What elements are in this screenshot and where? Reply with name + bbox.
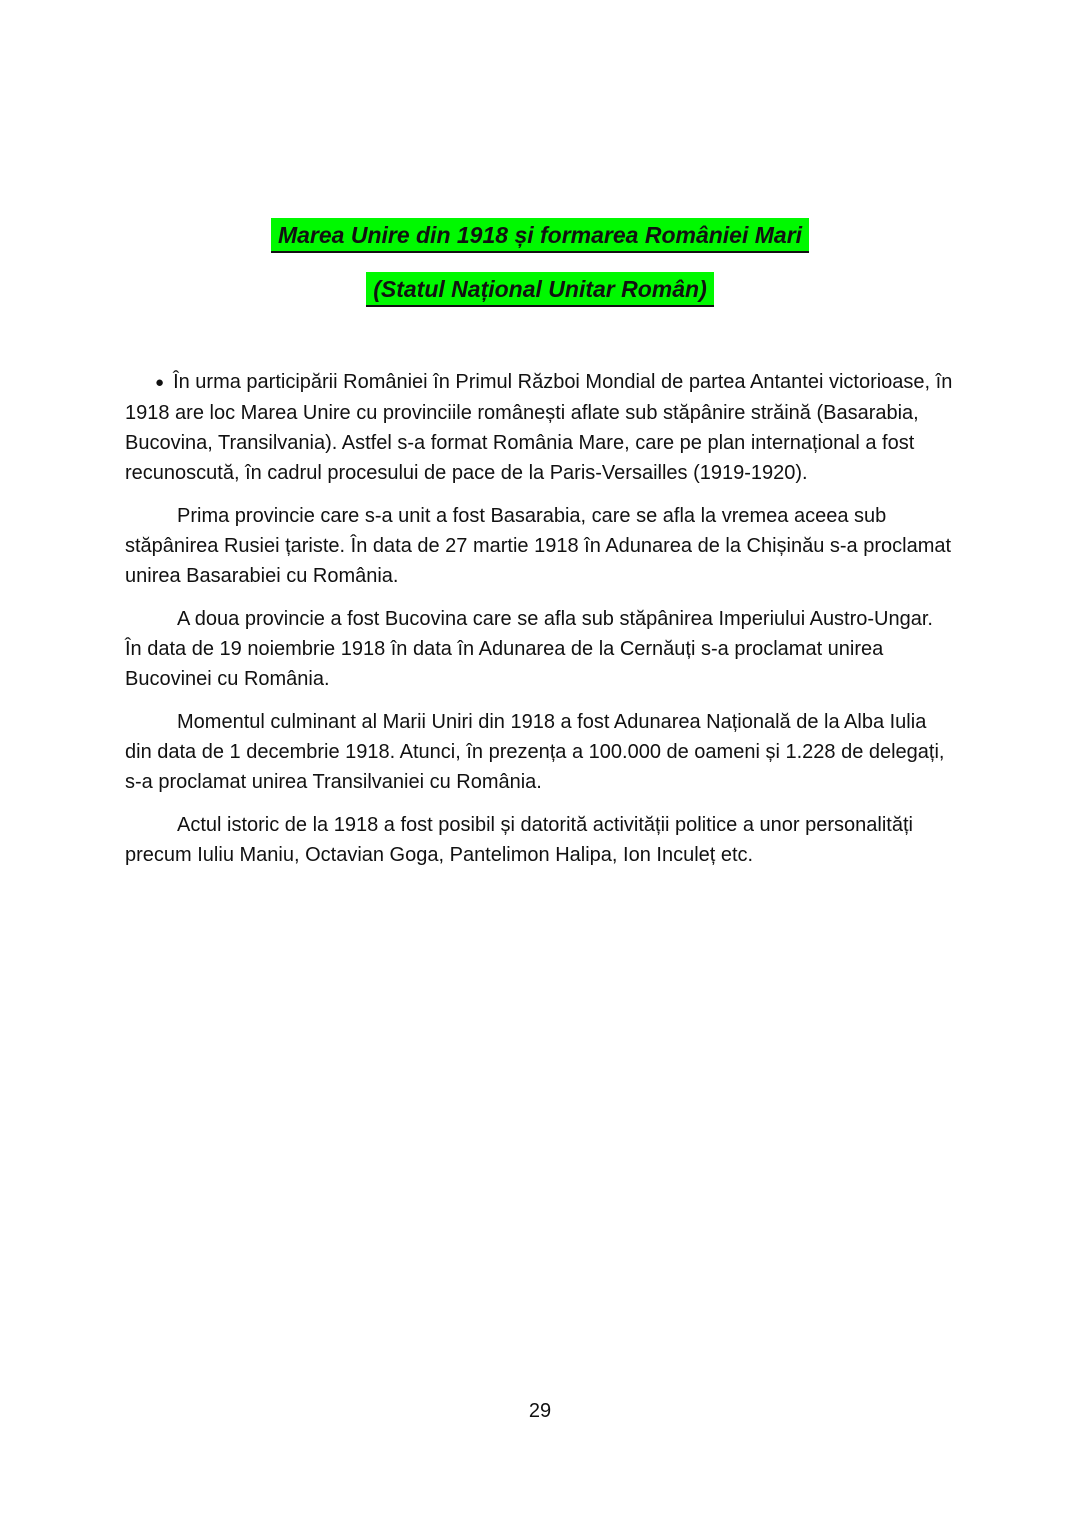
- paragraph-intro-text: În urma participării României în Primul Război Mondial de partea Antantei victorioase, în 1918 are loc Marea Unire cu provinciile românești aflate sub stăpânire străină (Basarabia, Bucovina, Transilvania). Astfel s-a format România Mare, care pe plan internațional a fost recunoscută, în cadrul procesului de pace de la Paris-Versailles (1919-1920).: [125, 371, 953, 484]
- paragraph-personalitati: Actul istoric de la 1918 a fost posibil și datorită activității politice a unor personalități precum Iuliu Maniu, Octavian Goga, Pantelimon Halipa, Ion Inculeț etc.: [125, 814, 913, 866]
- paragraph-transilvania: Momentul culminant al Marii Uniri din 1918 a fost Adunarea Națională de la Alba Iulia din data de 1 decembrie 1918. Atunci, în prezența a 100.000 de oameni și 1.228 de delegați, s-a proclamat unirea Transilvaniei cu România.: [125, 711, 945, 793]
- title-block: [125, 0, 955, 307]
- document-body: [125, 367, 955, 870]
- document-title-line-1: [125, 218, 955, 253]
- highlighted-title-text: Marea Unire din 1918 și formarea României Mari: [271, 218, 809, 253]
- paragraph-basarabia: Prima provincie care s-a unit a fost Basarabia, care se afla la vremea aceea sub stăpânirea Rusiei țariste. În data de 27 martie 1918 în Adunarea de la Chișinău s-a proclamat unirea Basarabiei cu România.: [125, 505, 952, 587]
- document-title-line-2: [125, 272, 955, 307]
- page-number: 29: [528, 1400, 552, 1422]
- bullet-point-icon: ●: [155, 374, 165, 391]
- paragraph-intro: [125, 367, 955, 488]
- highlighted-subtitle-text: (Statul Național Unitar Român): [366, 272, 714, 307]
- paragraph-bucovina: A doua provincie a fost Bucovina care se afla sub stăpânirea Imperiului Austro-Ungar. În data de 19 noiembrie 1918 în data în Adunarea de la Cernăuți s-a proclamat unirea Bucovinei cu România.: [125, 608, 933, 690]
